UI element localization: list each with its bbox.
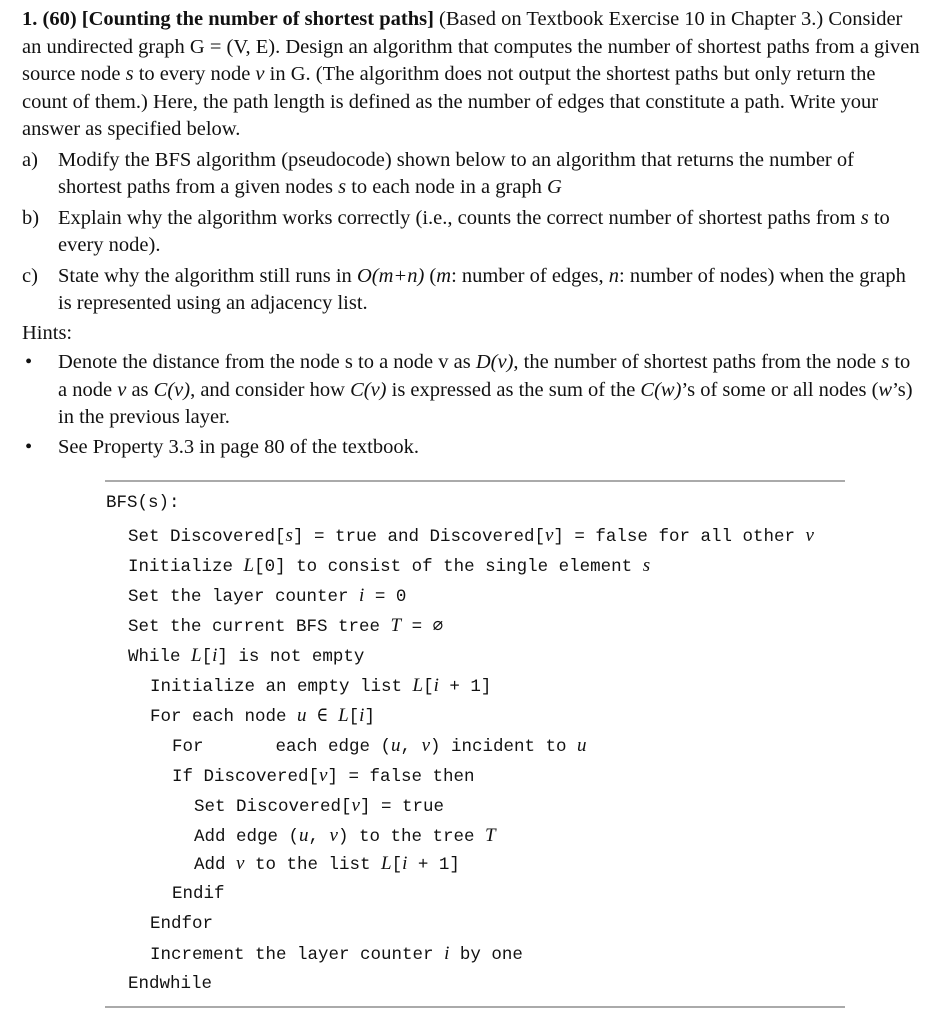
code-line: BFS(s): [106, 493, 180, 513]
code-line: Set Discovered[s] = true and Discovered[v] = false for all other v [128, 525, 814, 547]
part-label: a) [22, 148, 38, 171]
part-label: b) [22, 206, 40, 229]
part-label: c) [22, 264, 38, 287]
question-text-block [22, 6, 922, 461]
code-line: Set the layer counter i = 0 [128, 585, 407, 607]
hint-item: • Denote the distance from the node s to a node v as D(v), the number of shortest paths from the node s to a node v as C(v), and consider how C(v) is expressed as the sum of the C(w)’s of some or all nodes (w’s) in the previous layer. [25, 351, 913, 428]
code-line: For each edge (u, v) incident to u [172, 735, 587, 757]
part-c: c) State why the algorithm still runs in O(m+n) (m: number of edges, n: number of nodes) when the graph is represented using an adjacency list. [22, 264, 906, 314]
code-line: Add edge (u, v) to the tree T [194, 825, 496, 847]
bullet-icon: • [25, 435, 33, 458]
pseudocode-top-rule [105, 480, 845, 482]
pseudocode-bottom-rule [105, 1006, 845, 1008]
part-b: b) Explain why the algorithm works correctly (i.e., counts the correct number of shortest paths from s to every node). [22, 206, 890, 256]
hints-heading: Hints: [22, 321, 73, 344]
code-line: Initialize an empty list L[i + 1] [150, 675, 492, 697]
code-line: Set the current BFS tree T = ∅ [128, 615, 444, 637]
code-line: Set Discovered[v] = true [194, 795, 444, 817]
code-line: While L[i] is not empty [128, 645, 365, 667]
part-a: a) Modify the BFS algorithm (pseudocode) shown below to an algorithm that returns the number of shortest paths from a given nodes s to each node in a graph G [22, 148, 854, 198]
hint-item: • See Property 3.3 in page 80 of the textbook. [22, 434, 922, 462]
bullet-icon: • [25, 351, 33, 373]
code-line: Endif [172, 884, 225, 904]
code-line: Increment the layer counter i by one [150, 943, 523, 965]
code-line: For each node u ∈ L[i] [150, 705, 375, 727]
code-line: If Discovered[v] = false then [172, 765, 475, 787]
question-number: 1. (60) [22, 8, 77, 30]
question-statement: 1. (60) [Counting the number of shortest paths] (Based on Textbook Exercise 10 in Chapter 3.) Consider an undirected graph G = (V, E). Design an algorithm that computes the number of shortest paths from a given source node s to every node v in G. (The algorithm does not output the shortest paths but only return the count of them.) Here, the path length is defined as the number of edges that constitute a path. Write your answer as specified below. [22, 8, 920, 140]
code-line: Endwhile [128, 974, 213, 994]
code-line: Add v to the list L[i + 1] [194, 853, 460, 875]
question-title: [Counting the number of shortest paths] [81, 8, 434, 30]
code-line: Initialize L[0] to consist of the single element s [128, 555, 651, 577]
code-line: Endfor [150, 914, 214, 934]
